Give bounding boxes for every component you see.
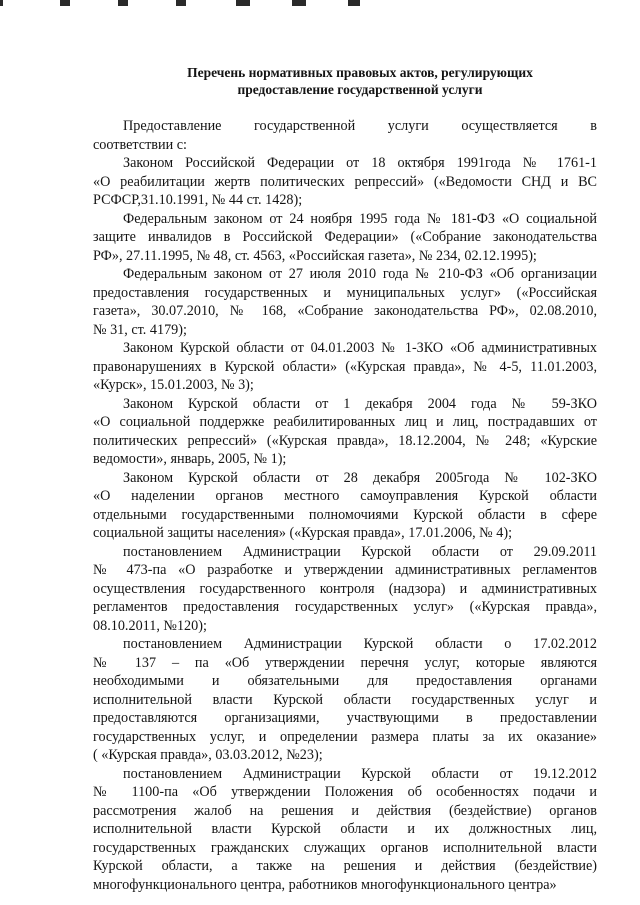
paragraph-line: исполнительной власти Курской области и их должностных лиц, [93, 821, 597, 837]
legal-act-paragraph [93, 635, 597, 765]
paragraph-line: постановлением Администрации Курской области от 19.12.2012 [123, 765, 597, 782]
paragraph-line: газета», 30.07.2010, № 168, «Собрание законодательства РФ», 02.08.2010, [93, 303, 597, 319]
paragraph-line: «О реабилитации жертв политических репрессий» («Ведомости СНД и ВС [93, 173, 597, 190]
title-line: Перечень нормативных правовых актов, регулирующих [187, 65, 533, 80]
legal-act-paragraph [93, 395, 597, 469]
paragraph-line: Курской области, а также на решения и действия (бездействие) [93, 858, 597, 874]
paragraph-line: № 1100-па «Об утверждении Положения об особенностях подачи и [93, 784, 597, 800]
paragraph-line: государственных гражданских служащих органов исполнительной власти [93, 839, 597, 856]
paragraph-line: защите инвалидов в Российской Федерации» («Собрание законодательства [93, 229, 597, 245]
paragraph-line: РСФСР,31.10.1991, № 44 ст. 1428); [93, 192, 303, 208]
paragraph-line: «О социальной поддержке реабилитированных лиц и лиц, пострадавших от [93, 414, 597, 430]
paragraph-line: Законом Курской области от 28 декабря 2005года № 102-ЗКО [123, 469, 597, 486]
legal-act-paragraph [93, 154, 597, 210]
paragraph-line: № 31, ст. 4179); [93, 321, 187, 338]
paragraph-line: «О наделении органов местного самоуправления Курской области [93, 488, 597, 504]
paragraph-line: рассмотрения жалоб на решения и действия (бездействие) органов [93, 802, 597, 819]
paragraph-line: Федеральным законом от 27 июля 2010 года № 210-ФЗ «Об организации [123, 266, 597, 282]
legal-act-paragraph [93, 765, 597, 895]
paragraph-line: ( «Курская правда», 03.03.2012, №23); [93, 747, 323, 763]
legal-act-paragraph [93, 469, 597, 543]
paragraph-line: соответствии с: [93, 136, 187, 153]
paragraph-line: многофункционального центра, работников многофункционального центра» [93, 876, 557, 893]
paragraph-line: 08.10.2011, №120); [93, 617, 207, 634]
paragraph-line: социальной защиты населения» («Курская правда», 17.01.2006, № 4); [93, 525, 513, 541]
legal-act-paragraph [93, 117, 597, 154]
legal-act-paragraph [93, 210, 597, 266]
paragraph-line: исполнительной власти Курской области государственных услуг и [93, 691, 597, 708]
paragraph-line: № 473-па «О разработке и утверждении административных регламентов [93, 562, 597, 578]
paragraph-line: отдельными государственными полномочиями Курской области в сфере [93, 506, 597, 523]
paragraph-line: правонарушениях в Курской области» («Курская правда», № 4-5, 11.01.2003, [93, 358, 597, 375]
paragraph-line: регламентов предоставления государственных услуг» («Курская правда», [93, 599, 597, 615]
paragraph-line: ведомости», январь, 2005, № 1); [93, 451, 287, 467]
paragraph-line: РФ», 27.11.1995, № 48, ст. 4563, «Российская газета», № 234, 02.12.1995); [93, 247, 537, 264]
paragraph-line: предоставления государственных и муниципальных услуг» («Российская [93, 284, 597, 301]
paragraph-line: постановлением Администрации Курской области от 29.09.2011 [123, 543, 597, 560]
legal-act-paragraph [93, 339, 597, 395]
title-line: предоставление государственной услуги [237, 82, 483, 97]
paragraph-line: политических репрессий» («Курская правда», 18.12.2004, № 248; «Курские [93, 432, 597, 449]
paragraph-line: № 137 – па «Об утверждении перечня услуг, которые являются [93, 654, 597, 671]
legal-act-paragraph [93, 265, 597, 339]
paragraph-line: Законом Российской Федерации от 18 октября 1991года № 1761-1 [123, 155, 597, 171]
paragraph-line: Федеральным законом от 24 ноября 1995 года № 181-ФЗ «О социальной [123, 210, 597, 227]
document-title [130, 64, 590, 98]
paragraph-line: Предоставление государственной услуги осуществляется в [123, 118, 597, 134]
paragraph-line: постановлением Администрации Курской области о 17.02.2012 [123, 636, 597, 652]
paragraph-line: Законом Курской области от 04.01.2003 № 1-ЗКО «Об административных [123, 340, 597, 356]
paragraph-line: предоставляются организациями, участвующими в предоставлении [93, 710, 597, 726]
paragraph-line: Законом Курской области от 1 декабря 2004 года № 59-ЗКО [123, 395, 597, 412]
paragraph-line: «Курск», 15.01.2003, № 3); [93, 377, 254, 393]
legal-act-paragraph [93, 543, 597, 636]
scan-edge-marks [0, 0, 640, 12]
paragraph-line: государственных услуг, и определении размера платы за их оказание» [93, 728, 597, 745]
paragraph-line: необходимыми и обязательными для предоставления органами [93, 673, 597, 689]
paragraph-line: осуществления государственного контроля (надзора) и административных [93, 580, 597, 597]
document-body [93, 117, 597, 894]
